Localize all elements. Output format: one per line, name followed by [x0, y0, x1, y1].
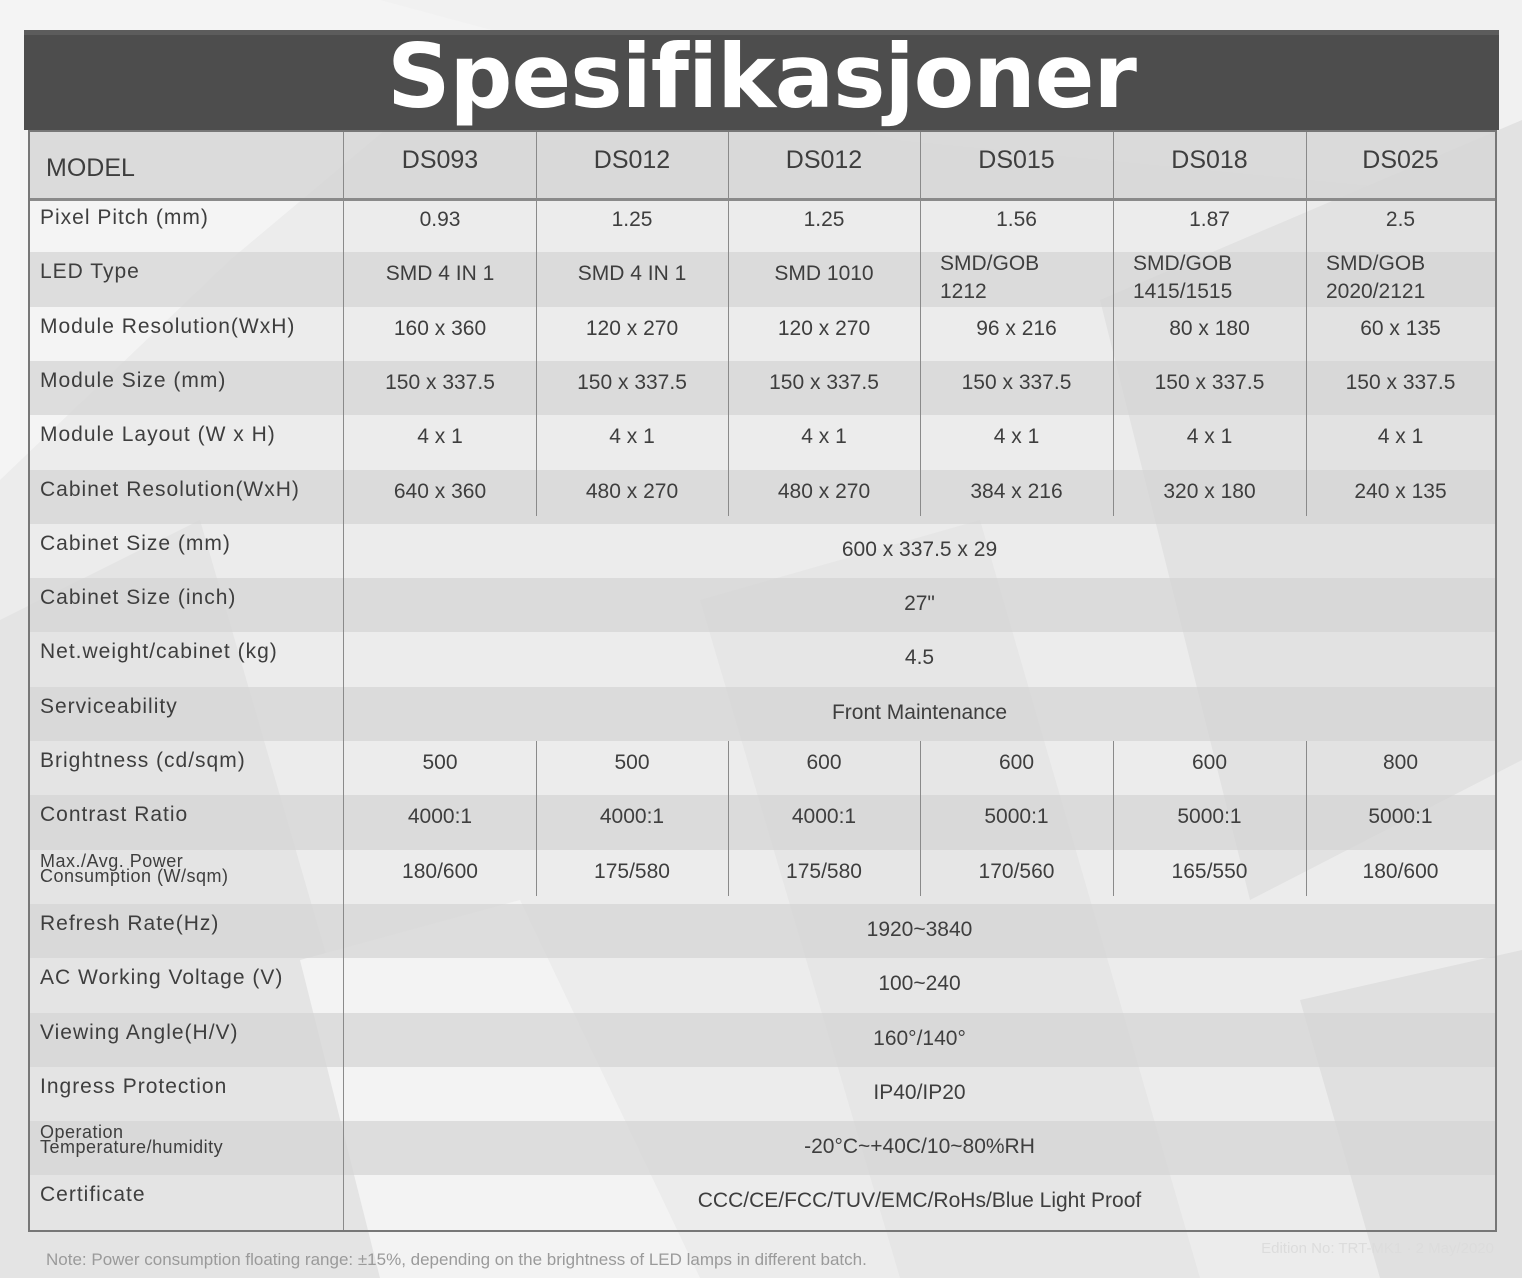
spec-cell: 60 x 135 [1360, 316, 1441, 340]
column-divider [536, 132, 537, 198]
table-row [30, 904, 1495, 958]
spec-cell: 96 x 216 [976, 316, 1057, 340]
spec-cell: 150 x 337.5 [577, 370, 687, 394]
row-label: LED Type [40, 260, 140, 284]
column-divider [343, 132, 344, 1230]
spec-cell: 4 x 1 [609, 425, 655, 449]
spec-cell: 80 x 180 [1169, 316, 1250, 340]
row-label: Module Layout (W x H) [40, 423, 276, 447]
row-label: Module Size (mm) [40, 368, 227, 392]
spec-cell: 640 x 360 [393, 479, 487, 503]
spec-cell: 1.87 [1189, 208, 1230, 231]
column-divider [1113, 741, 1114, 896]
table-row [30, 1175, 1495, 1229]
model-header: DS093 [401, 146, 479, 174]
table-row [30, 741, 1495, 795]
spec-cell: 480 x 270 [585, 479, 679, 503]
column-divider [728, 132, 729, 198]
spec-table [28, 130, 1497, 1232]
merged-spec-cell: 160°/140° [873, 1026, 966, 1050]
merged-spec-cell: 27" [904, 592, 935, 616]
model-header: DS025 [1362, 146, 1439, 174]
spec-cell: 500 [614, 751, 650, 774]
model-header: DS015 [978, 146, 1055, 174]
column-divider [728, 741, 729, 896]
spec-cell: 4 x 1 [417, 425, 463, 449]
spec-cell: 4000:1 [791, 805, 857, 829]
spec-cell: SMD/GOB 1415/1515 [1133, 252, 1233, 304]
table-row [30, 578, 1495, 632]
table-row [30, 1121, 1495, 1175]
column-divider [728, 198, 729, 516]
table-row [30, 198, 1495, 252]
spec-cell: 4 x 1 [801, 425, 847, 449]
merged-spec-cell: -20°C~+40C/10~80%RH [804, 1135, 1035, 1159]
spec-cell: 600 [998, 751, 1035, 774]
footnote: Note: Power consumption floating range: ±15%, depending on the brightness of LED lamps in different batch. [46, 1250, 867, 1269]
spec-cell: 600 [1191, 751, 1228, 774]
merged-spec-cell: CCC/CE/FCC/TUV/EMC/RoHs/Blue Light Proof [697, 1189, 1142, 1213]
spec-cell: 4 x 1 [1186, 425, 1233, 449]
spec-cell: 5000:1 [1177, 805, 1242, 829]
spec-cell: 320 x 180 [1163, 479, 1256, 503]
table-row [30, 361, 1495, 415]
row-label: Operation Temperature/humidity [40, 1122, 224, 1158]
spec-cell: 150 x 337.5 [385, 370, 495, 394]
spec-cell: 4000:1 [599, 805, 665, 829]
title-bar [24, 24, 1499, 130]
row-label: Max./Avg. Power Consumption (W/sqm) [40, 850, 229, 886]
merged-spec-cell: 100~240 [878, 972, 961, 996]
merged-spec-cell: Front Maintenance [831, 700, 1008, 724]
spec-cell: 175/580 [594, 859, 670, 883]
row-label: Contrast Ratio [40, 803, 189, 827]
row-label: Ingress Protection [40, 1074, 228, 1098]
spec-cell: 1.56 [996, 208, 1037, 231]
row-label: Net.weight/cabinet (kg) [40, 640, 278, 664]
column-divider [1306, 132, 1307, 198]
table-row [30, 252, 1495, 306]
edition-number: Edition No: TRT-MK1 · 2 May/2020 [1261, 1240, 1494, 1257]
row-label: Refresh Rate(Hz) [40, 911, 220, 935]
spec-cell: 1.25 [803, 208, 845, 231]
table-row [30, 687, 1495, 741]
spec-cell: 175/580 [786, 859, 862, 883]
spec-cell: 120 x 270 [585, 316, 679, 340]
table-row [30, 850, 1495, 904]
row-label: Viewing Angle(H/V) [40, 1020, 239, 1044]
page-title: Spesifikasjoner [387, 24, 1136, 128]
row-label: AC Working Voltage (V) [40, 966, 284, 990]
row-label: Module Resolution(WxH) [40, 314, 296, 338]
spec-cell: 170/560 [978, 859, 1055, 883]
table-row [30, 1013, 1495, 1067]
merged-spec-cell: 600 x 337.5 x 29 [841, 537, 998, 561]
merged-spec-cell: 1920~3840 [866, 917, 973, 941]
spec-cell: 600 [806, 751, 842, 774]
spec-cell: SMD 4 IN 1 [385, 262, 495, 286]
spec-cell: 0.93 [419, 208, 461, 231]
spec-cell: 150 x 337.5 [1345, 370, 1456, 394]
spec-cell: SMD 4 IN 1 [577, 262, 687, 286]
table-header-row [30, 132, 1495, 201]
merged-spec-cell: 4.5 [904, 646, 935, 670]
merged-spec-cell: IP40/IP20 [873, 1080, 966, 1104]
spec-cell: 5000:1 [984, 805, 1049, 829]
column-divider [1113, 132, 1114, 198]
spec-cell: 4 x 1 [1377, 425, 1424, 449]
spec-cell: 800 [1382, 751, 1419, 774]
spec-cell: 150 x 337.5 [769, 370, 879, 394]
model-header: DS012 [785, 146, 863, 174]
table-row [30, 470, 1495, 524]
spec-cell: 4 x 1 [993, 425, 1040, 449]
model-header: DS018 [1171, 146, 1248, 174]
column-divider [536, 741, 537, 896]
row-label: Brightness (cd/sqm) [40, 749, 246, 772]
table-row [30, 1067, 1495, 1121]
model-label: MODEL [46, 154, 135, 182]
row-label: Cabinet Size (mm) [40, 531, 231, 555]
spec-cell: SMD/GOB 2020/2121 [1326, 252, 1426, 304]
spec-cell: 4000:1 [407, 805, 473, 829]
row-label: Serviceability [40, 694, 178, 718]
table-row [30, 632, 1495, 686]
spec-cell: 480 x 270 [777, 479, 871, 503]
spec-cell: 2.5 [1385, 208, 1416, 231]
column-divider [1113, 198, 1114, 516]
table-row [30, 415, 1495, 469]
model-header: DS012 [593, 146, 671, 174]
table-row [30, 307, 1495, 361]
spec-cell: 160 x 360 [393, 316, 487, 340]
row-label: Pixel Pitch (mm) [40, 206, 209, 229]
spec-cell: 5000:1 [1368, 805, 1433, 829]
spec-cell: 120 x 270 [777, 316, 871, 340]
spec-cell: 384 x 216 [970, 479, 1063, 503]
column-divider [920, 741, 921, 896]
column-divider [1306, 741, 1307, 896]
spec-cell: 165/550 [1171, 859, 1248, 883]
spec-cell: 240 x 135 [1354, 479, 1447, 503]
column-divider [920, 198, 921, 516]
table-row [30, 524, 1495, 578]
spec-cell: SMD 1010 [774, 262, 874, 286]
table-row [30, 958, 1495, 1012]
spec-cell: 180/600 [1362, 859, 1439, 883]
column-divider [920, 132, 921, 198]
spec-cell: 180/600 [402, 859, 478, 883]
column-divider [1306, 198, 1307, 516]
row-label: Certificate [40, 1183, 146, 1207]
spec-cell: 150 x 337.5 [961, 370, 1072, 394]
spec-cell: 150 x 337.5 [1154, 370, 1265, 394]
spec-cell: 500 [422, 751, 458, 774]
spec-cell: SMD/GOB 1212 [940, 252, 1040, 304]
table-row [30, 795, 1495, 849]
row-label: Cabinet Size (inch) [40, 586, 237, 610]
spec-cell: 1.25 [611, 208, 653, 231]
column-divider [536, 198, 537, 516]
row-label: Cabinet Resolution(WxH) [40, 477, 300, 501]
